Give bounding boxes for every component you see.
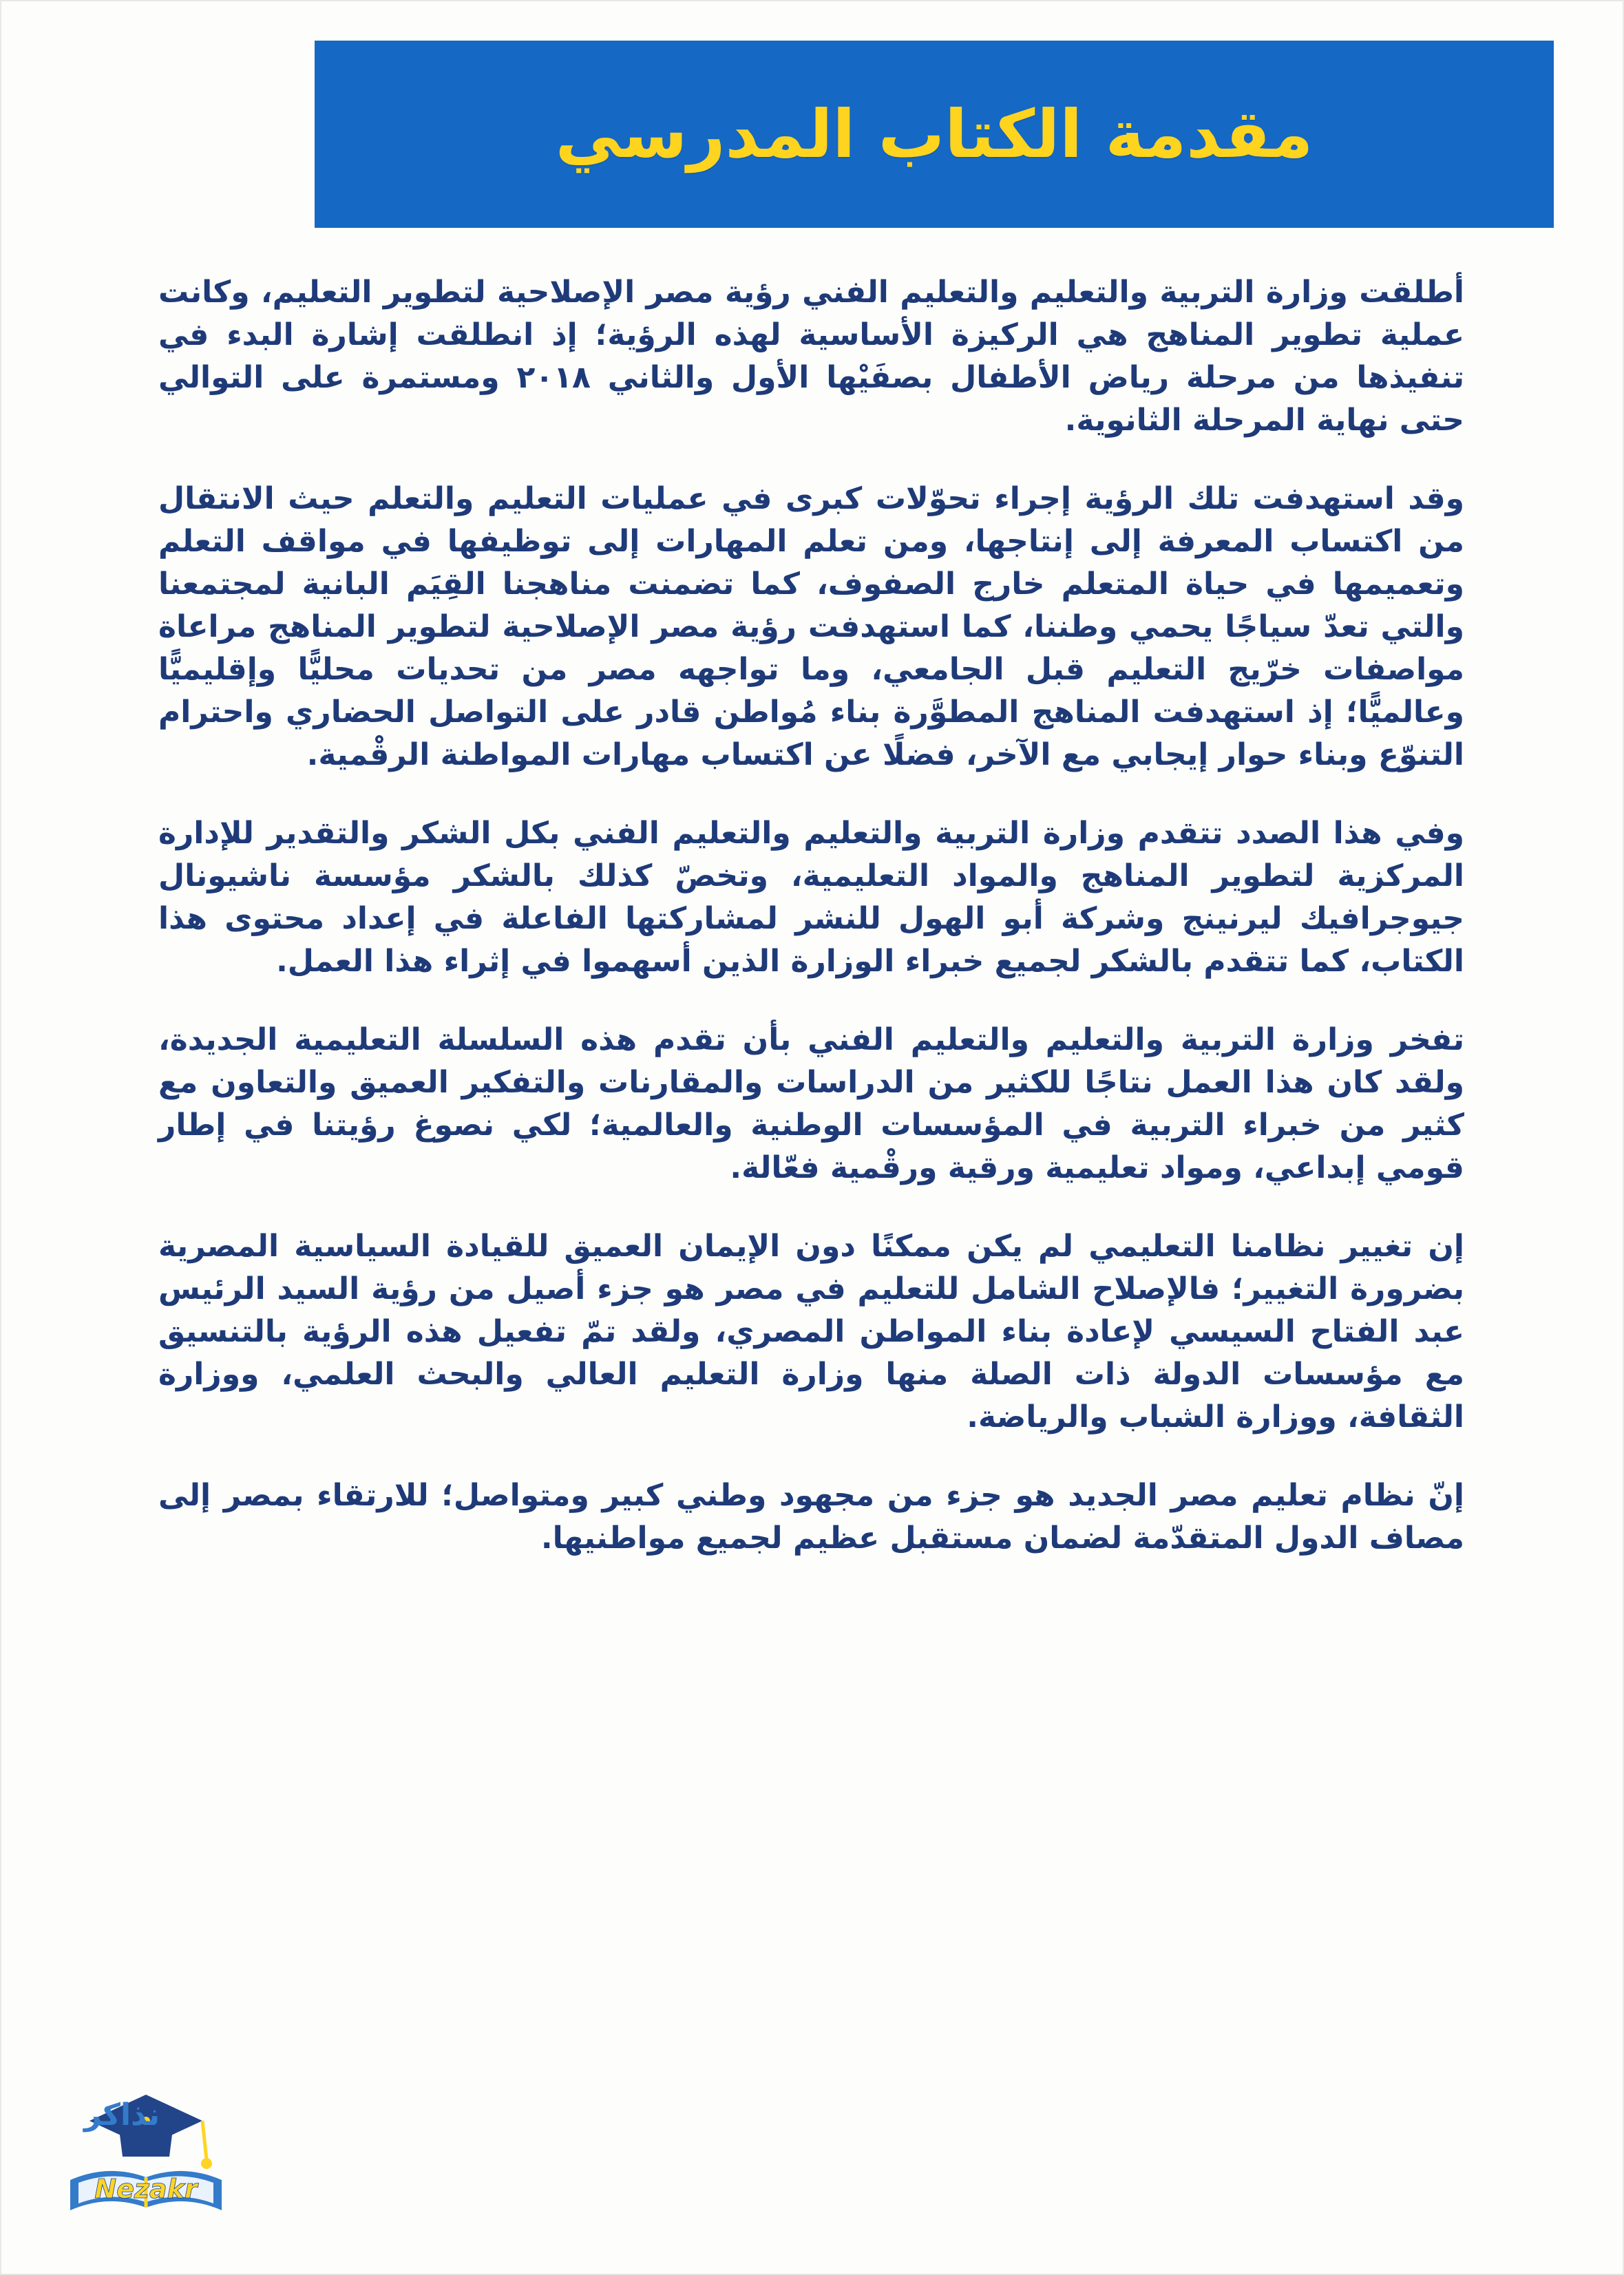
page-title: مقدمة الكتاب المدرسي	[555, 96, 1314, 173]
nezakr-logo	[43, 2089, 229, 2227]
paragraph: إنّ نظام تعليم مصر الجديد هو جزء من مجهود وطني كبير ومتواصل؛ للارتقاء بمصر إلى مصاف الدول المتقدّمة لضمان مستقبل عظيم لجميع مواطنيها.	[158, 1478, 1464, 1556]
paragraph: وفي هذا الصدد تتقدم وزارة التربية والتعليم والتعليم الفني بكل الشكر والتقدير للإدارة المركزية لتطوير المناهج والمواد التعليمية، وتخصّ كذلك بالشكر مؤسسة ناشيونال جيوجرافيك ليرنينج وشركة أبو الهول للنشر لمشاركتها الفاعلة في إعداد محتوى هذا الكتاب، كما تتقدم بالشكر لجميع خبراء الوزارة الذين أسهموا في إثراء هذا العمل.	[158, 816, 1464, 979]
logo-text-arabic: نذاكر	[84, 2097, 160, 2133]
paragraph: وقد استهدفت تلك الرؤية إجراء تحوّلات كبرى في عمليات التعليم والتعلم حيث الانتقال من اكتساب المعرفة إلى إنتاجها، ومن تعلم المهارات إلى توظيفها في مواقف التعلم وتعميمها في حياة المتعلم خارج الصفوف، كما تضمنت مناهجنا القِيَم البانية لمجتمعنا والتي تعدّ سياجًا يحمي وطننا، كما استهدفت رؤية مصر الإصلاحية لتطوير المناهج مراعاة مواصفات خرّيج التعليم قبل الجامعي، وما تواجهه مصر من تحديات محليًّا وإقليميًّا وعالميًّا؛ إذ استهدفت المناهج المطوَّرة بناء مُواطن قادر على التواصل الحضاري واحترام التنوّع وبناء حوار إيجابي مع الآخر، فضلًا عن اكتساب مهارات المواطنة الرقْمية.	[158, 481, 1464, 772]
paragraph: أطلقت وزارة التربية والتعليم والتعليم الفني رؤية مصر الإصلاحية لتطوير التعليم، وكانت عملية تطوير المناهج هي الركيزة الأساسية لهذه الرؤية؛ إذ انطلقت إشارة البدء في تنفيذها من مرحلة رياض الأطفال بصفَيْها الأول والثاني ٢٠١٨ ومستمرة على التوالي حتى نهاية المرحلة الثانوية.	[158, 275, 1464, 438]
paragraph: تفخر وزارة التربية والتعليم والتعليم الفني بأن تقدم هذه السلسلة التعليمية الجديدة، ولقد كان هذا العمل نتاجًا للكثير من الدراسات والمقارنات والتفكير العميق والتعاون مع كثير من خبراء التربية في المؤسسات الوطنية والعالمية؛ لكي نصوغ رؤيتنا في إطار قومي إبداعي، ومواد تعليمية ورقية ورقْمية فعّالة.	[158, 1022, 1464, 1185]
logo-text-latin: Nezakr	[94, 2174, 198, 2204]
paragraph: إن تغيير نظامنا التعليمي لم يكن ممكنًا دون الإيمان العميق للقيادة السياسية المصرية بضرورة التغيير؛ فالإصلاح الشامل للتعليم في مصر هو جزء أصيل من رؤية السيد الرئيس عبد الفتاح السيسي لإعادة بناء المواطن المصري، ولقد تمّ تفعيل هذه الرؤية بالتنسيق مع مؤسسات الدولة ذات الصلة منها وزارة التعليم العالي والبحث العلمي، ووزارة الثقافة، ووزارة الشباب والرياضة.	[158, 1229, 1464, 1435]
title-banner	[315, 41, 1554, 228]
page-content	[158, 271, 1464, 1596]
